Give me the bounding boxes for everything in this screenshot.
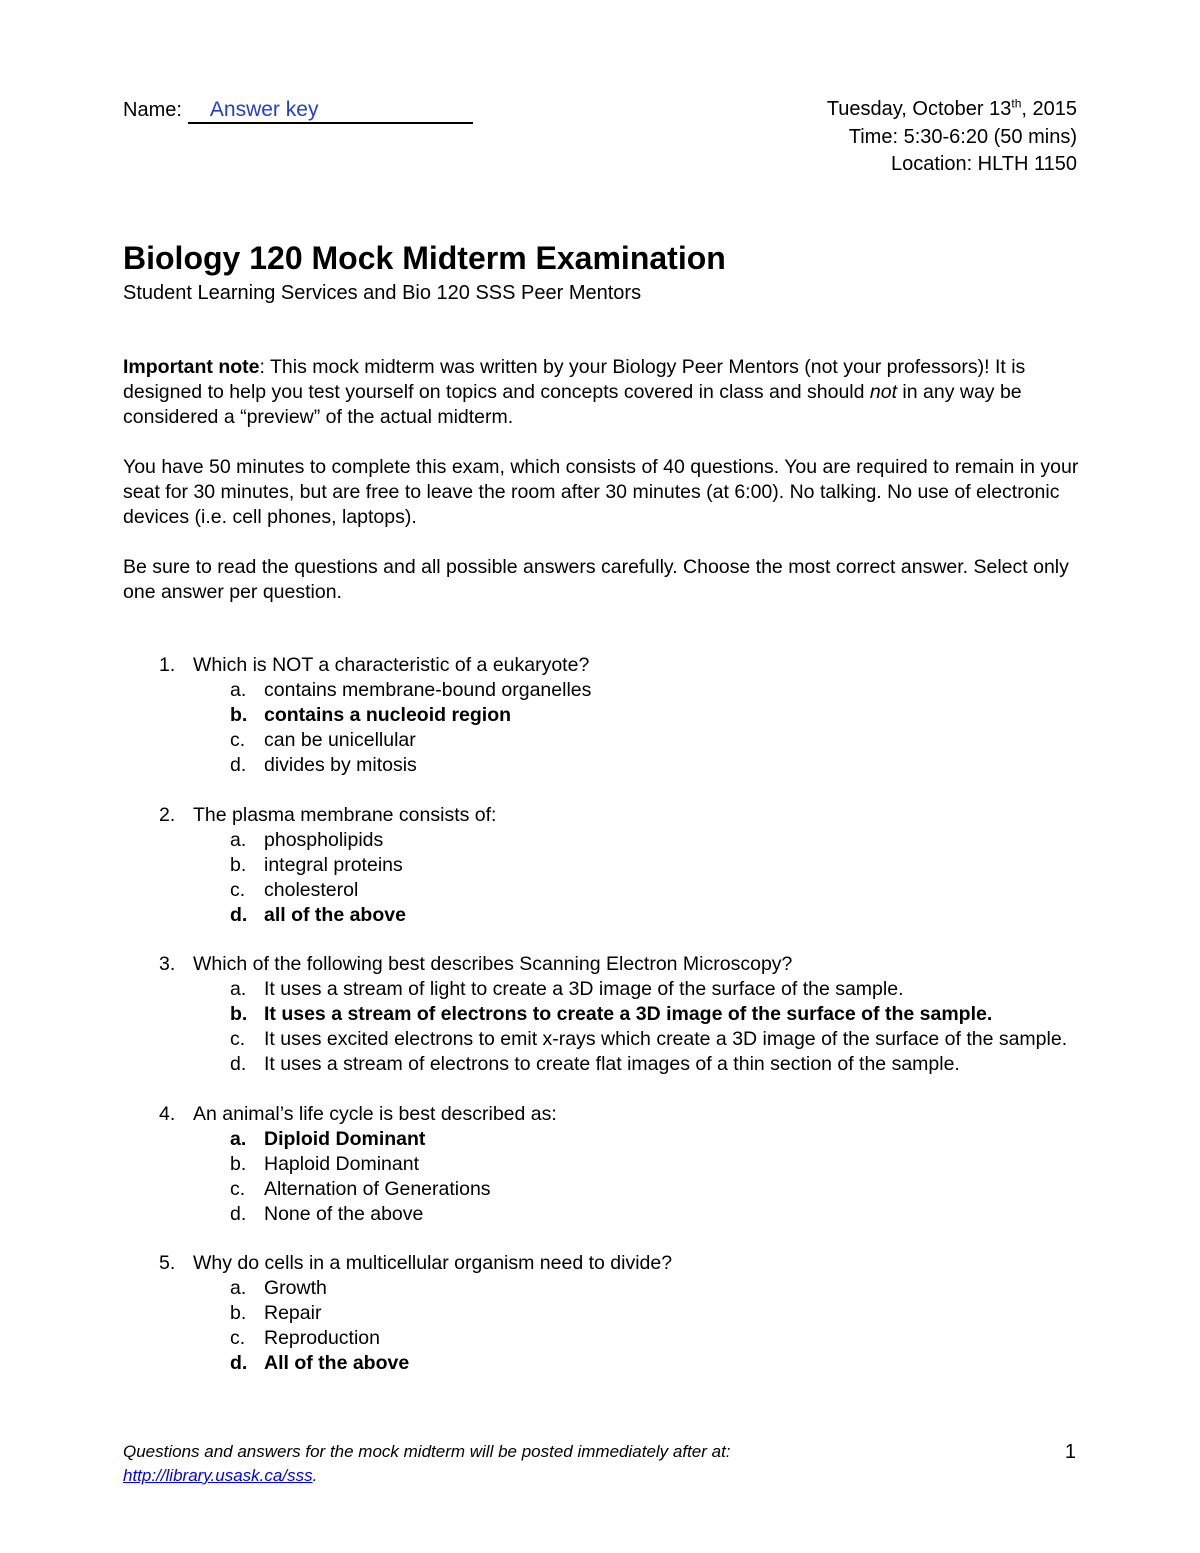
answer-option	[193, 1152, 1083, 1177]
question-text: Which is NOT a characteristic of a eukaryote?	[193, 654, 590, 676]
option-text: divides by mitosis	[264, 754, 417, 776]
option-letter-cell	[193, 1351, 264, 1376]
question-number: 5.	[159, 1252, 176, 1274]
answer-option	[193, 878, 1083, 903]
option-letter-cell	[193, 1152, 264, 1177]
exam-location: Location: HLTH 1150	[890, 153, 1077, 175]
name-line	[188, 98, 473, 124]
answer-option	[193, 678, 1083, 703]
option-letter: d.	[230, 1053, 247, 1075]
option-text: all of the above	[264, 903, 406, 926]
option-text: contains a nucleoid region	[264, 704, 512, 726]
note-label: Important note	[123, 356, 260, 378]
option-letter: d.	[230, 1352, 248, 1374]
answer-option	[193, 1301, 1083, 1326]
option-letter: b.	[230, 1302, 247, 1324]
option-letter-cell	[193, 1177, 264, 1202]
option-text: Repair	[264, 1302, 322, 1324]
document-title: Biology 120 Mock Midterm Examination	[123, 240, 726, 276]
page-footer	[123, 1440, 823, 1488]
answer-option-correct	[193, 903, 1083, 928]
exam-time: Time: 5:30-6:20 (50 mins)	[848, 125, 1077, 148]
question-text: The plasma membrane consists of:	[193, 803, 497, 826]
option-letter: a.	[230, 978, 247, 1000]
option-letter-cell	[193, 1002, 264, 1027]
exam-date	[827, 96, 1077, 124]
question-number: 1.	[159, 654, 176, 676]
option-text: It uses a stream of electrons to create flat images of a thin section of the sample.	[264, 1053, 960, 1075]
option-letter: a.	[230, 828, 247, 851]
question-item	[123, 1102, 1083, 1227]
option-text: Haploid Dominant	[264, 1152, 420, 1175]
answer-options	[193, 1276, 1083, 1376]
option-letter: c.	[230, 1177, 246, 1200]
option-letter: d.	[230, 1202, 247, 1225]
name-value: Answer key	[209, 98, 319, 121]
option-letter-cell	[193, 1276, 264, 1301]
answer-options	[193, 1127, 1083, 1227]
question-list	[123, 653, 1083, 1401]
instructions-paragraph-2: Be sure to read the questions and all possible answers carefully. Choose the most correct answer. Select only one answer per question.	[123, 556, 1069, 603]
option-text: All of the above	[264, 1352, 410, 1374]
answer-option-correct	[193, 1002, 1083, 1027]
option-text: integral proteins	[264, 853, 403, 876]
option-letter-cell	[193, 1052, 264, 1077]
option-letter-cell	[193, 1027, 264, 1052]
question-number-cell	[123, 1251, 193, 1276]
answer-option	[193, 1276, 1083, 1301]
option-letter: d.	[230, 903, 248, 926]
question-row	[123, 1251, 1083, 1276]
answer-option	[193, 1326, 1083, 1351]
option-letter-cell	[193, 853, 264, 878]
question-number-cell	[123, 952, 193, 977]
option-text: It uses a stream of light to create a 3D image of the surface of the sample.	[264, 978, 904, 1000]
question-number-cell	[123, 653, 193, 678]
option-letter: c.	[230, 1028, 246, 1050]
question-text: Which of the following best describes Scanning Electron Microscopy?	[193, 953, 793, 975]
option-text: can be unicellular	[264, 729, 416, 751]
answer-options	[193, 828, 1083, 928]
question-row	[123, 653, 1083, 678]
option-text: It uses excited electrons to emit x-rays which create a 3D image of the surface of the sample.	[264, 1028, 1068, 1050]
date-text: Tuesday, October 13	[826, 98, 1012, 120]
option-letter-cell	[193, 1202, 264, 1227]
document-subtitle: Student Learning Services and Bio 120 SSS Peer Mentors	[123, 282, 642, 304]
option-letter-cell	[193, 1301, 264, 1326]
option-letter: b.	[230, 1152, 247, 1175]
answer-option-correct	[193, 703, 1083, 728]
question-number: 3.	[159, 953, 176, 975]
option-letter-cell	[193, 753, 264, 778]
option-letter-cell	[193, 828, 264, 853]
option-text: phospholipids	[264, 828, 384, 851]
answer-option	[193, 728, 1083, 753]
instructions-paragraph-1: You have 50 minutes to complete this exam, which consists of 40 questions. You are required to remain in your seat for 30 minutes, but are free to leave the room after 30 minutes (at 6:00). No talking. No use of electronic devices (i.e. cell phones, laptops).	[123, 456, 1079, 528]
option-letter: c.	[230, 729, 246, 751]
question-row	[123, 952, 1083, 977]
option-letter: a.	[230, 1127, 247, 1150]
option-letter: b.	[230, 704, 248, 726]
option-text: Alternation of Generations	[264, 1177, 491, 1200]
question-text: Why do cells in a multicellular organism need to divide?	[193, 1252, 673, 1274]
question-item	[123, 803, 1083, 928]
question-item	[123, 952, 1083, 1077]
answer-options	[193, 678, 1083, 778]
footer-link[interactable]: http://library.usask.ca/sss	[123, 1466, 313, 1485]
question-number: 2.	[159, 803, 176, 826]
exam-details	[827, 96, 1077, 179]
note-text-1: : This mock midterm was written by your Biology Peer Mentors (not your professors)! It is designed to help you test yourself on topics and concepts covered in class and should	[123, 356, 1026, 403]
option-text: None of the above	[264, 1202, 424, 1225]
question-number-cell	[123, 803, 193, 828]
answer-option	[193, 1202, 1083, 1227]
option-text: It uses a stream of electrons to create a 3D image of the surface of the sample.	[264, 1003, 993, 1025]
answer-option-correct	[193, 1351, 1083, 1376]
date-year: , 2015	[1021, 98, 1077, 120]
question-text: An animal’s life cycle is best described as:	[193, 1102, 557, 1125]
note-emphasis: not	[869, 381, 897, 403]
option-letter-cell	[193, 1326, 264, 1351]
name-label: Name:	[123, 99, 182, 121]
option-letter: a.	[230, 679, 247, 701]
option-text: Reproduction	[264, 1327, 380, 1349]
answer-option	[193, 1027, 1083, 1052]
option-text: Diploid Dominant	[264, 1127, 426, 1150]
important-note	[123, 355, 1083, 430]
option-letter-cell	[193, 977, 264, 1002]
option-letter: d.	[230, 754, 247, 776]
answer-options	[193, 977, 1083, 1077]
option-text: cholesterol	[264, 878, 359, 901]
answer-option	[193, 977, 1083, 1002]
answer-option	[193, 1052, 1083, 1077]
footer-period: .	[312, 1466, 318, 1485]
answer-option	[193, 1177, 1083, 1202]
option-text: contains membrane-bound organelles	[264, 679, 592, 701]
answer-option	[193, 853, 1083, 878]
option-letter-cell	[193, 678, 264, 703]
question-row	[123, 803, 1083, 828]
option-letter: b.	[230, 853, 247, 876]
question-item	[123, 653, 1083, 778]
question-row	[123, 1102, 1083, 1127]
question-number: 4.	[159, 1102, 176, 1125]
instructions-block	[123, 355, 1083, 630]
note-text-2: in any way be considered a “preview” of the actual midterm.	[123, 381, 1022, 428]
option-text: Growth	[264, 1277, 327, 1299]
option-letter-cell	[193, 1127, 264, 1152]
option-letter-cell	[193, 878, 264, 903]
answer-option	[193, 753, 1083, 778]
option-letter: a.	[230, 1277, 247, 1299]
question-number-cell	[123, 1102, 193, 1127]
option-letter: b.	[230, 1003, 248, 1025]
date-superscript: th	[1011, 96, 1022, 111]
answer-option-correct	[193, 1127, 1083, 1152]
option-letter-cell	[193, 703, 264, 728]
question-item	[123, 1251, 1083, 1376]
option-letter: c.	[230, 1327, 246, 1349]
option-letter: c.	[230, 878, 246, 901]
option-letter-cell	[193, 728, 264, 753]
name-field-block	[123, 96, 473, 124]
answer-option	[193, 828, 1083, 853]
page-number: 1	[1064, 1441, 1076, 1463]
option-letter-cell	[193, 903, 264, 928]
footer-text: Questions and answers for the mock midterm will be posted immediately after at:	[123, 1442, 731, 1461]
